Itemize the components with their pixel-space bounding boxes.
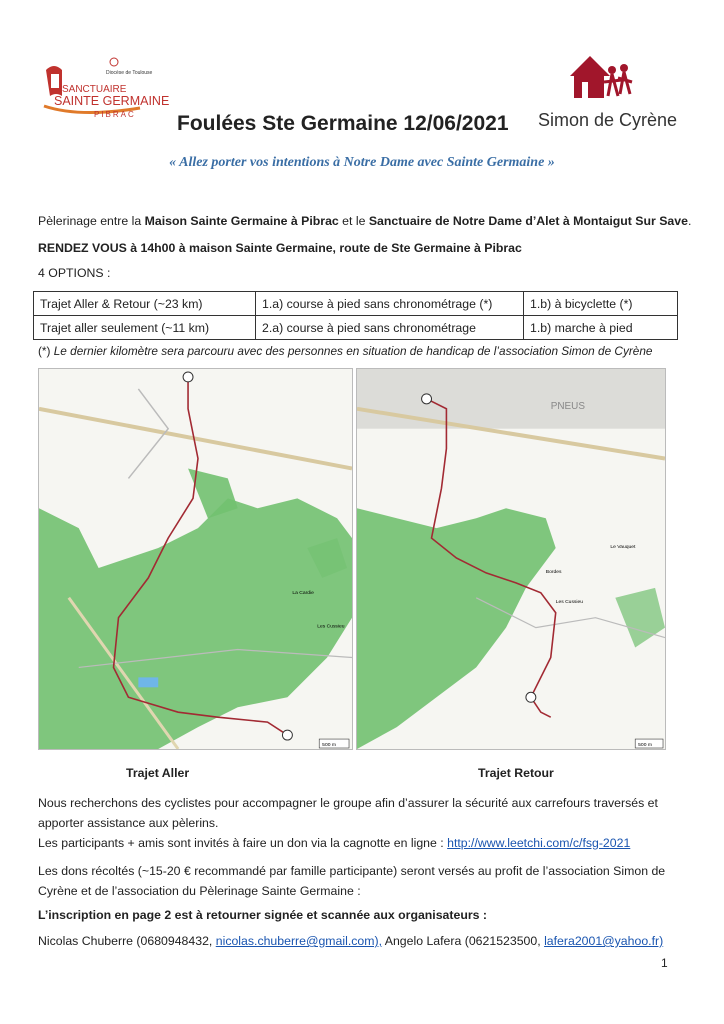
table-cell: Trajet aller seulement (~11 km): [34, 316, 256, 340]
footnote-text: Le dernier kilomètre sera parcouru avec des personnes en situation de handicap de l’association Simon de Cyrène: [53, 344, 653, 358]
donation-link[interactable]: http://www.leetchi.com/c/fsg-2021: [447, 836, 631, 850]
organizers-contact: [38, 934, 663, 948]
map-scale-label: 500 m: [638, 743, 652, 749]
diocese-label: Diocèse de Toulouse: [106, 70, 153, 76]
sanctuaire-logo: [40, 52, 170, 132]
map-trajet-aller: [38, 368, 353, 750]
intro-start-place: Maison Sainte Germaine à Pibrac: [144, 214, 339, 228]
table-cell: 1.a) course à pied sans chronométrage (*): [256, 292, 524, 316]
map-place-label: Les Cussieu: [317, 624, 345, 630]
table-row: [34, 292, 678, 316]
logo-line3: PIBRAC: [94, 110, 136, 119]
map-place-label: Le Vauquet: [610, 545, 636, 551]
map-trajet-retour: [356, 368, 666, 750]
intro-end-place: Sanctuaire de Notre Dame d’Alet à Montaigut Sur Save: [368, 214, 688, 228]
map-label-aller: Trajet Aller: [126, 766, 190, 780]
map-banner-text: PNEUS: [550, 400, 585, 412]
footnote-marker: (*): [38, 344, 54, 358]
intro-text-1: Pèlerinage entre la: [38, 214, 145, 228]
simon-de-cyrene-text: Simon de Cyrène: [538, 110, 678, 130]
subtitle-quote: « Allez porter vos intentions à Notre Dame avec Sainte Germaine »: [169, 155, 555, 170]
options-heading: 4 OPTIONS :: [38, 266, 111, 280]
page-title: Foulées Ste Germaine 12/06/2021: [177, 112, 509, 135]
map-scale-label: 500 m: [322, 743, 336, 749]
map-place-label: La Cardie: [292, 590, 314, 596]
map-place-label: Bordes: [545, 569, 562, 575]
logo-line1: SANCTUAIRE: [62, 84, 127, 95]
page-number: 1: [661, 956, 668, 970]
footnote: [38, 344, 652, 358]
map-label-retour: Trajet Retour: [478, 766, 554, 780]
donations-use-paragraph: Les dons récoltés (~15-20 € recommandé par famille participante) seront versés au profit de l’association Simon de Cyrène et de l’association du Pèlerinage Sainte Germaine :: [38, 864, 666, 898]
email-link-nicolas[interactable]: nicolas.chuberre@gmail.com),: [215, 934, 383, 948]
options-table: [33, 291, 678, 340]
email-link-angelo[interactable]: lafera2001@yahoo.fr): [544, 934, 664, 948]
logo-line2: SAINTE GERMAINE: [54, 94, 170, 108]
table-cell: 1.b) à bicyclette (*): [524, 292, 678, 316]
table-cell: 1.b) marche à pied: [524, 316, 678, 340]
map-place-label: Les Cussieu: [555, 599, 584, 605]
contact-text-2: Angelo Lafera (0621523500,: [382, 934, 545, 948]
donation-text: Les participants + amis sont invités à faire un don via la cagnotte en ligne :: [38, 836, 448, 850]
donation-paragraph: [38, 836, 630, 850]
intro-text-3: .: [687, 214, 692, 228]
table-cell: 2.a) course à pied sans chronométrage: [256, 316, 524, 340]
cyclists-paragraph: Nous recherchons des cyclistes pour accompagner le groupe afin d’assurer la sécurité aux carrefours traversés et apporter assistance aux pèlerins.: [38, 796, 658, 830]
simon-de-cyrene-logo: [560, 48, 640, 108]
table-row: [34, 316, 678, 340]
registration-instructions: L’inscription en page 2 est à retourner signée et scannée aux organisateurs :: [38, 908, 487, 922]
intro-text-2: et le: [338, 214, 369, 228]
intro-paragraph: [38, 214, 691, 228]
rendezvous-text: RENDEZ VOUS à 14h00 à maison Sainte Germaine, route de Ste Germaine à Pibrac: [38, 241, 522, 255]
table-cell: Trajet Aller & Retour (~23 km): [34, 292, 256, 316]
contact-text-1: Nicolas Chuberre (0680948432,: [38, 934, 216, 948]
